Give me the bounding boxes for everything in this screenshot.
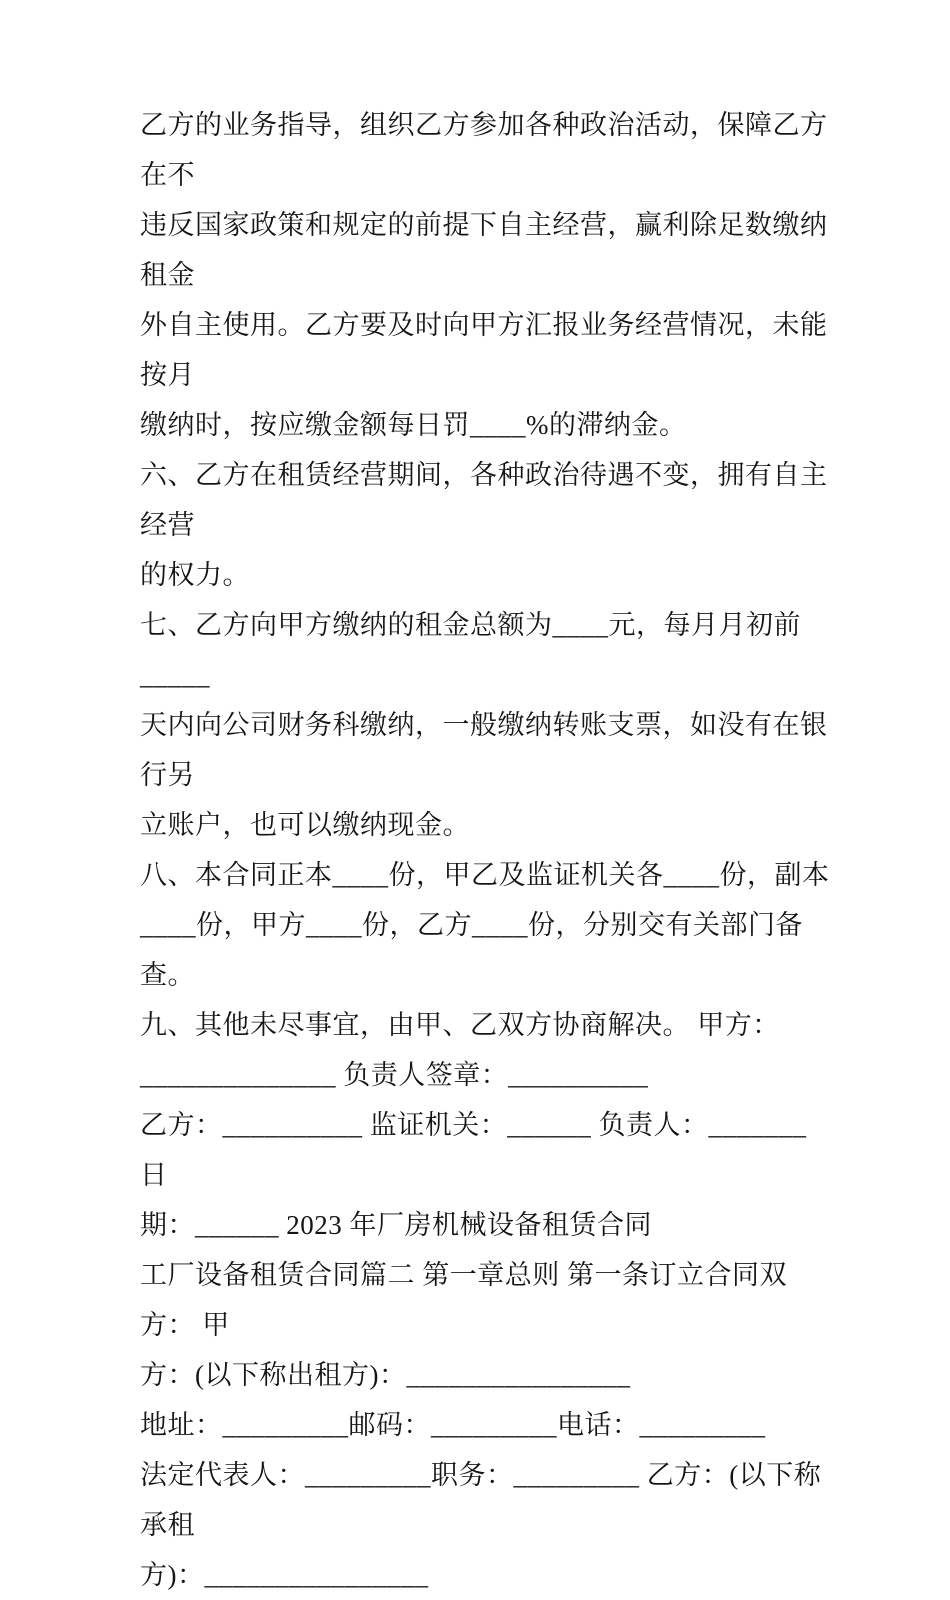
contract-text-line: ____份，甲方____份，乙方____份，分别交有关部门备查。 <box>140 910 803 990</box>
contract-text-line: 违反国家政策和规定的前提下自主经营，赢利除足数缴纳租金 <box>140 210 828 290</box>
contract-text-block <box>140 100 830 1600</box>
contract-text-line: 法定代表人：_________职务：_________ 乙方：(以下称承租 <box>140 1460 822 1540</box>
contract-text-line: 地址：_________邮码：_________电话：_________ <box>140 1410 766 1440</box>
contract-text-line: 七、乙方向甲方缴纳的租金总额为____元，每月月初前_____ <box>140 610 801 690</box>
contract-text-line: 方)：________________ <box>140 1560 429 1590</box>
contract-text-line: 的权力。 <box>140 560 250 590</box>
contract-text-line: 天内向公司财务科缴纳，一般缴纳转账支票，如没有在银行另 <box>140 710 828 790</box>
contract-text-line: 乙方：__________ 监证机关：______ 负责人：_______ 日 <box>140 1110 814 1190</box>
contract-text-line: 期：______ 2023 年厂房机械设备租赁合同 <box>140 1210 652 1240</box>
contract-text-line: 方：(以下称出租方)：________________ <box>140 1360 631 1390</box>
contract-text-line: 外自主使用。乙方要及时向甲方汇报业务经营情况，未能按月 <box>140 310 828 390</box>
contract-text-line: 工厂设备租赁合同篇二 第一章总则 第一条订立合同双方： 甲 <box>140 1260 787 1340</box>
contract-text-line: ______________ 负责人签章：__________ <box>140 1060 649 1090</box>
contract-text-line: 乙方的业务指导，组织乙方参加各种政治活动，保障乙方在不 <box>140 110 828 190</box>
contract-text-line: 缴纳时，按应缴金额每日罚____%的滞纳金。 <box>140 410 687 440</box>
contract-text-line: 六、乙方在租赁经营期间，各种政治待遇不变，拥有自主经营 <box>140 460 828 540</box>
contract-text-line: 立账户，也可以缴纳现金。 <box>140 810 470 840</box>
contract-text-line: 八、本合同正本____份，甲乙及监证机关各____份，副本 <box>140 860 830 890</box>
contract-text-line: 九、其他未尽事宜，由甲、乙双方协商解决。 甲方： <box>140 1010 780 1040</box>
